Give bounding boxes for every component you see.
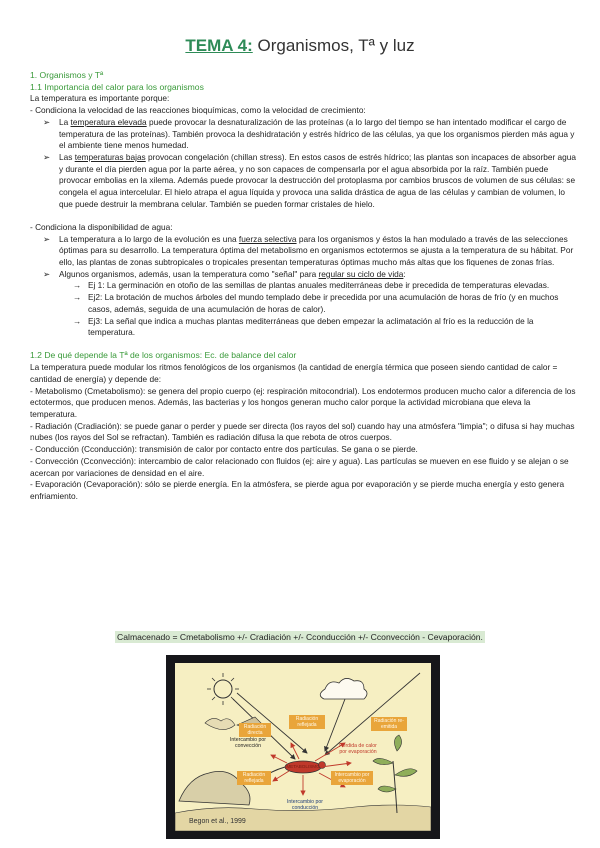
paragraph: - Convección (Cconvección): intercambio de calor relacionado con fluidos (ej: aire y agua). Las partículas se mueven en ese fluido y se alejan o se acercan por variaciones de densidad en el aire.	[30, 455, 569, 478]
arrow-bullet-icon: ➢	[43, 233, 50, 244]
paragraph: La temperatura puede modular los ritmos fenológicos de los organismos (la cantidad de energía térmica que poseen siendo cantidad de calor = cantidad de energía) y depende de:	[30, 362, 558, 384]
list-item: → Ej2: La brotación de muchos árboles del mundo templado debe ir precedida por una acumulación de horas de frío (y en muchos casos, además, seguida de una acumulación de horas de calor).	[73, 292, 559, 314]
subsection-heading: 1.1 Importancia del calor para los organismos	[30, 81, 204, 92]
arrow-bullet-icon: ➢	[43, 268, 50, 279]
arrow-bullet-icon: ➢	[43, 151, 50, 162]
label-radiacion-reflejada-bottom: Radiación reflejada	[237, 771, 271, 785]
list-item: ➢ Las temperaturas bajas provocan congelación (chillan stress). En estos casos de estrés hídrico; las plantas son incapaces de absorber agua y durante el día pierden agua por la parte aérea, y no son capaces de compensarla por el agua absorbida por la raíz. También puede provocar embolias en la xilema. Además puede provocar la destrucción del protoplasma por cambios bruscos de volumen de sus células: se congela el agua intercelular. El hielo atrapa el agua líquida y provoca una salida drástica de agua de las células y cambian de volumen, lo que puede destruir la membrana celular. También se pueden formar cristales de hielo.	[43, 151, 577, 209]
paragraph: - Evaporación (Cevaporación): sólo se pierde energía. En la atmósfera, se pierde agua por evaporación y se pierde mucha energía y esto genera enfriamiento.	[30, 479, 565, 501]
subsection-heading: 1.2 De qué depende la Tª de los organismos: Ec. de balance del calor	[30, 350, 297, 361]
figure-credit: Begon et al., 1999	[189, 818, 246, 825]
right-arrow-icon: →	[73, 315, 82, 326]
page-title	[0, 36, 600, 56]
label-metabolismo: METABOLISMO	[286, 764, 320, 769]
label-conveccion: Intercambio por convección	[229, 737, 267, 749]
heat-exchange-figure	[166, 655, 440, 839]
list-item: → Ej3: La señal que indica a muchas plantas mediterráneas que deben empezar la aclimatación al frío es la reducción de la temperatura.	[73, 315, 534, 338]
paragraph: - Condiciona la velocidad de las reacciones bioquímicas, como la velocidad de crecimiento:	[30, 105, 366, 116]
label-intercambio-evaporacion: Intercambio por evaporación	[331, 771, 373, 785]
title-text: Organismos, Tª y luz	[257, 36, 415, 55]
label-calor-evaporacion: Pérdida de calor por evaporación	[339, 743, 377, 755]
list-item: → Ej 1: La germinación en otoño de las semillas de plantas anuales mediterráneas debe ir precedida de temperaturas elevadas.	[73, 280, 550, 291]
heat-balance-equation: Calmacenado = Cmetabolismo +/- Cradiación +/- Cconducción +/- Cconvección - Cevaporación.	[117, 632, 483, 642]
right-arrow-icon: →	[73, 292, 82, 303]
paragraph: La temperatura es importante porque:	[30, 93, 170, 104]
list-item: ➢ La temperatura a lo largo de la evolución es una fuerza selectiva para los organismos y éstos la han modulado a través de las selecciones óptimas para su desarrollo. La temperatura óptima del metabolismo en organismos ectotermos se ajusta a la temperatura de su hábitat. Por ello, las plantas de zonas subtropicales o tropicales presentan temperaturas óptimas mucho más altas que los fiquenes de zonas frías.	[43, 233, 574, 268]
right-arrow-icon: →	[73, 280, 82, 291]
list-item: ➢ Algunos organismos, además, usan la temperatura como "señal" para regular su ciclo de vida:	[43, 268, 406, 279]
arrow-bullet-icon: ➢	[43, 116, 50, 127]
label-radiacion-directa: Radiación directa	[239, 723, 271, 737]
section-heading: 1. Organismos y Tª	[30, 70, 104, 80]
document-body	[30, 70, 578, 503]
paragraph: - Metabolismo (Cmetabolismo): se genera del propio cuerpo (ej: respiración mitocondrial). Los endotermos producen mucho calor a diferencia de los ectotermos, que producen menos. Además, las bacterias y los hongos generan mucho calor porque la actividad microbiana que eleva la temperatura.	[30, 385, 576, 419]
label-conduccion: Intercambio por conducción	[286, 799, 324, 811]
paragraph: - Radiación (Cradiación): se puede ganar o perder y puede ser directa (los rayos del sol) cuando hay una atmósfera "limpia"; o difusa si hay muchas nubes (los rayos del Sol se refractan). También es radiación difusa la que rebota de otros cuerpos.	[30, 420, 575, 443]
figure-canvas	[175, 663, 431, 831]
cloud-icon	[320, 678, 367, 699]
list-item: ➢ La temperatura elevada puede provocar la desnaturalización de las proteínas (a lo largo del tiempo se han intentado modificar el cargo de temperatura de las proteínas). También provoca la deshidratación y estrés hídrico de las células, ya que los organismos pierden más agua y el ambiente tiene menos humedad.	[43, 116, 575, 151]
paragraph: - Conducción (Cconducción): transmisión de calor por contacto entre dos partículas. Se gana o se pierde.	[30, 444, 418, 455]
label-radiacion-reflejada: Radiación reflejada	[289, 715, 325, 729]
title-number: TEMA 4:	[185, 36, 253, 55]
label-radiacion-reemitida: Radiación re-emitida	[371, 717, 407, 731]
paragraph: - Condiciona la disponibilidad de agua:	[30, 221, 173, 232]
